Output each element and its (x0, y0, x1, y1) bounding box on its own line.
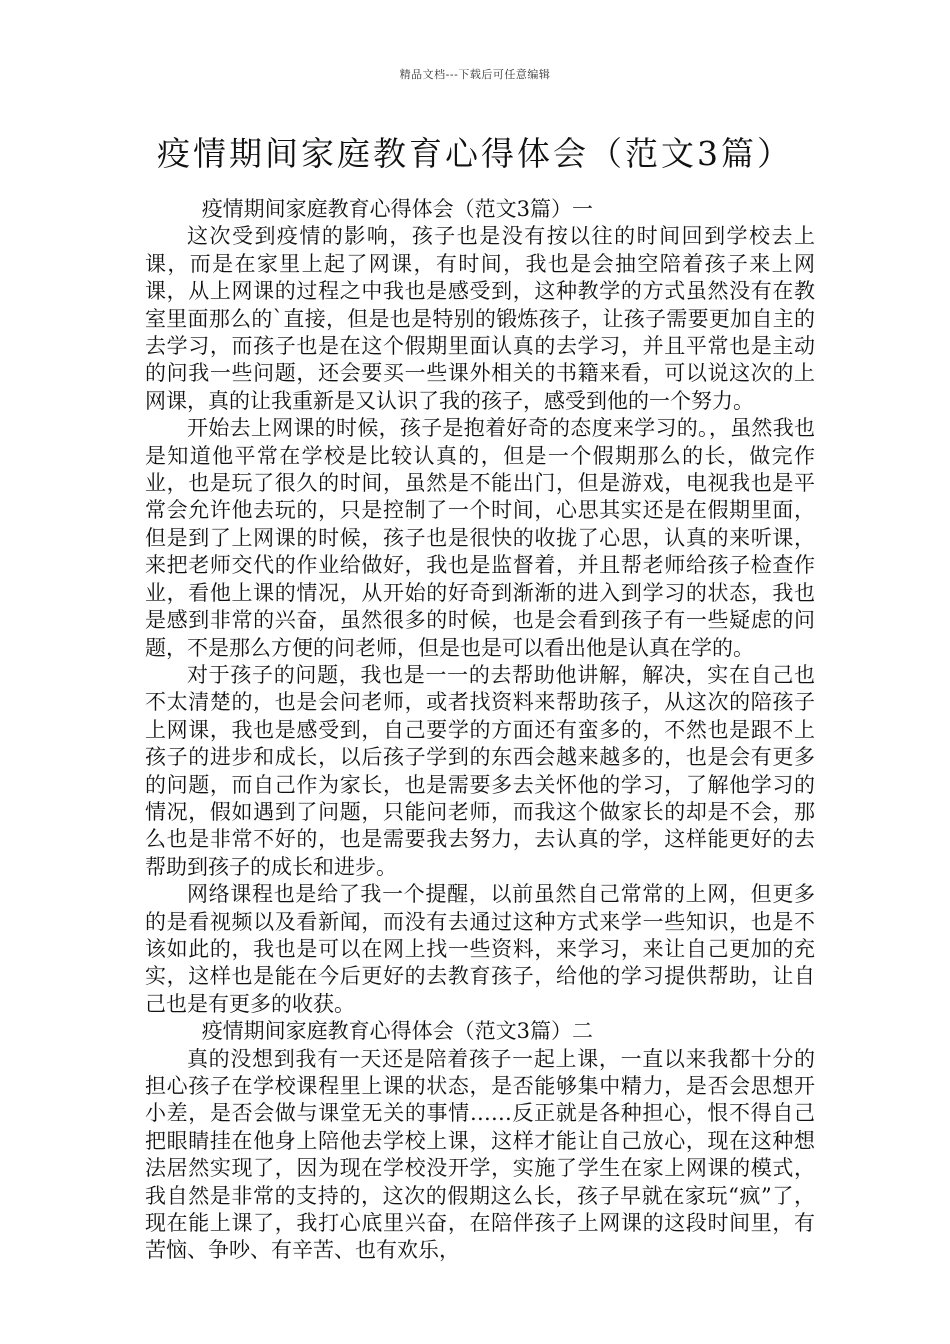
document-body (145, 196, 815, 1265)
section-heading-1: 疫情期间家庭教育心得体会（范文3篇）一 (201, 197, 594, 221)
paragraph: 对于孩子的问题，我也是一一的去帮助他讲解，解决，实在自己也不太清楚的，也是会问老师，或者找资料来帮助孩子，从这次的陪孩子上网课，我也是感受到，自己要学的方面还有蛮多的，不然也是跟不上孩子的进步和成长，以后孩子学到的东西会越来越多的，也是会有更多的问题，而自己作为家长，也是需要多去关怀他的学习，了解他学习的情况，假如遇到了问题，只能问老师，而我这个做家长的却是不会，那么也是非常不好的，也是需要我去努力，去认真的学，这样能更好的去帮助到孩子的成长和进步。 (145, 662, 815, 879)
document-title: 疫情期间家庭教育心得体会（范文3篇） (157, 134, 793, 173)
section-heading-2: 疫情期间家庭教育心得体会（范文3篇）二 (201, 1019, 594, 1044)
paragraph: 真的没想到我有一天还是陪着孩子一起上课，一直以来我都十分的担心孩子在学校课程里上课的状态，是否能够集中精力，是否会思想开小差，是否会做与课堂无关的事情……反正就是各种担心，恨不得自己把眼睛挂在他身上陪他去学校上课，这样才能让自己放心，现在这种想法居然实现了，因为现在学校没开学，实施了学生在家上网课的模式，我自然是非常的支持的，这次的假期这么长，孩子早就在家玩“疯”了，现在能上课了，我打心底里兴奋，在陪伴孩子上网课的这段时间里，有苦恼、争吵、有辛苦、也有欢乐， (145, 1046, 815, 1263)
paragraph: 网络课程也是给了我一个提醒，以前虽然自己常常的上网，但更多的是看视频以及看新闻，而没有去通过这种方式来学一些知识，也是不该如此的，我也是可以在网上找一些资料，来学习，来让自己更加的充实，这样也是能在今后更好的去教育孩子，给他的学习提供帮助，让自己也是有更多的收获。 (145, 882, 815, 1016)
paragraph: 开始去上网课的时候，孩子是抱着好奇的态度来学习的。，虽然我也是知道他平常在学校是比较认真的，但是一个假期那么的长，做完作业，也是玩了很久的时间，虽然是不能出门，但是游戏，电视我也是平常会允许他去玩的，只是控制了一个时间，心思其实还是在假期里面，但是到了上网课的时候，孩子也是很快的收拢了心思，认真的来听课，来把老师交代的作业给做好，我也是监督着，并且帮老师给孩子检查作业，看他上课的情况，从开始的好奇到渐渐的进入到学习的状态，我也是感到非常的兴奋，虽然很多的时候，也是会看到孩子有一些疑虑的问题，不是那么方便的问老师，但是也是可以看出他是认真在学的。 (145, 416, 815, 660)
paragraph: 这次受到疫情的影响，孩子也是没有按以往的时间回到学校去上课，而是在家里上起了网课，有时间，我也是会抽空陪着孩子来上网课，从上网课的过程之中我也是感受到，这种教学的方式虽然没有在教室里面那么的`直接，但是也是特别的锻炼孩子，让孩子需要更加自主的去学习，而孩子也是在这个假期里面认真的去学习，并且平常也是主动的问我一些问题，还会要买一些课外相关的书籍来看，可以说这次的上网课，真的让我重新是又认识了我的孩子，感受到他的一个努力。 (145, 224, 815, 413)
page-header: 精品文档---下载后可任意编辑 (399, 68, 551, 81)
